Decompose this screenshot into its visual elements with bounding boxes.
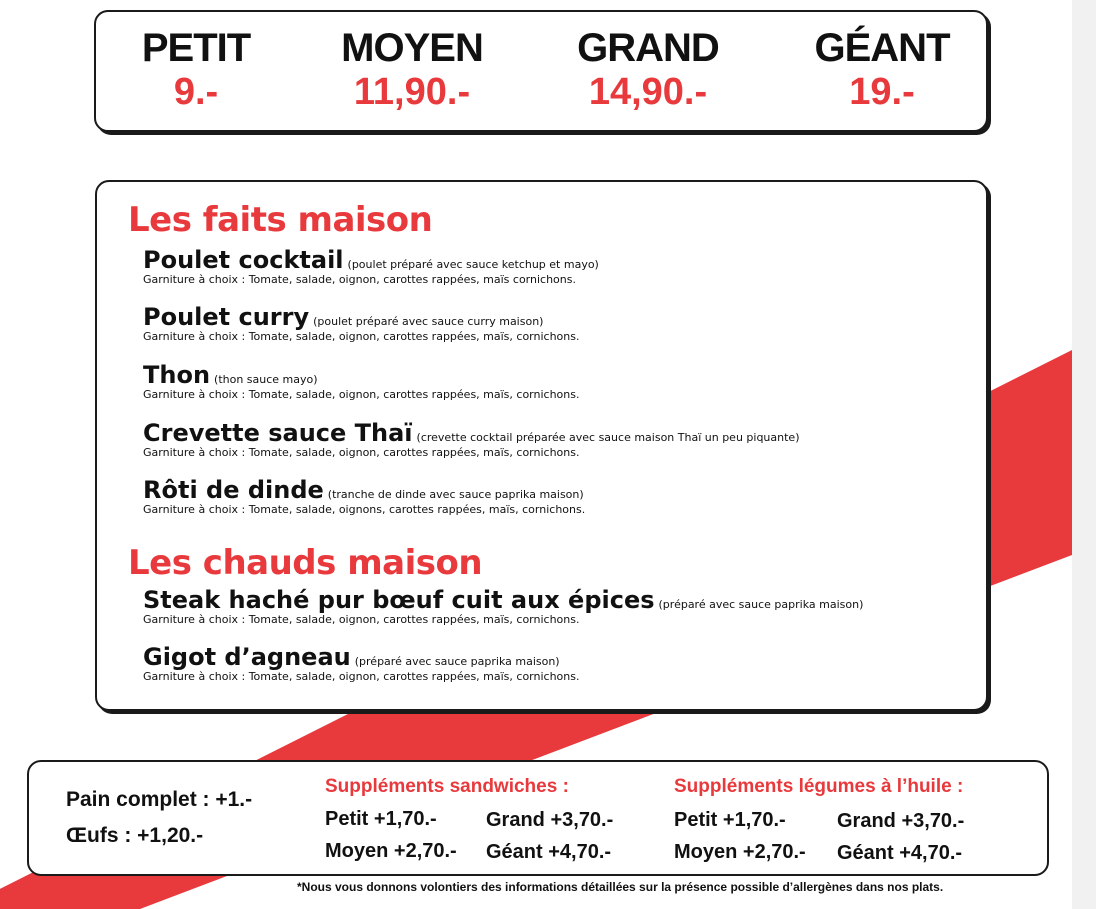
oeufs-price: Œufs : +1,20.- (66, 824, 204, 847)
vegetable-supplements-title: Suppléments légumes à l’huile : (674, 776, 964, 797)
menu-item (143, 246, 599, 286)
vegetable-supp-moyen: Moyen +2,70.- (674, 841, 806, 863)
menu-item (143, 419, 800, 459)
pain-complet-price: Pain complet : +1.- (66, 788, 253, 811)
size-grand (548, 26, 748, 114)
size-name: GRAND (577, 26, 719, 70)
menu-item (143, 361, 580, 401)
item-description: (tranche de dinde avec sauce paprika maison) (327, 488, 584, 501)
size-geant (782, 26, 982, 114)
item-garnish: Garniture à choix : Tomate, salade, oignons, carottes rappées, maïs, cornichons. (143, 503, 586, 516)
vegetable-supp-geant: Géant +4,70.- (837, 842, 963, 864)
item-description: (thon sauce mayo) (214, 373, 318, 386)
size-moyen (312, 26, 512, 114)
menu-item (143, 303, 580, 343)
vegetable-supp-petit: Petit +1,70.- (674, 809, 786, 831)
size-price: 9.- (173, 71, 219, 113)
sandwich-supplements-title: Suppléments sandwiches : (325, 776, 569, 797)
item-description: (poulet préparé avec sauce curry maison) (313, 315, 544, 328)
item-name: Crevette sauce Thaï (143, 419, 413, 447)
size-price: 11,90.- (353, 71, 471, 113)
size-petit (96, 26, 296, 114)
section-title-chauds-maison: Les chauds maison (128, 543, 483, 583)
item-name: Gigot d’agneau (143, 643, 351, 671)
item-garnish: Garniture à choix : Tomate, salade, oignon, carottes rappées, maïs, cornichons. (143, 446, 580, 459)
item-description: (crevette cocktail préparée avec sauce maison Thaï un peu piquante) (416, 431, 800, 444)
item-garnish: Garniture à choix : Tomate, salade, oignon, carottes rappées, maïs, cornichons. (143, 670, 580, 683)
sandwich-supp-petit: Petit +1,70.- (325, 808, 437, 830)
allergen-footnote: *Nous vous donnons volontiers des informations détaillées sur la présence possible d’allergènes dans nos plats. (297, 880, 944, 894)
size-price: 14,90.- (588, 71, 708, 113)
item-garnish: Garniture à choix : Tomate, salade, oignon, carottes rappées, maïs, cornichons. (143, 613, 580, 626)
size-price: 19.- (849, 71, 915, 113)
menu-box (95, 180, 988, 711)
menu-item (143, 476, 585, 516)
size-name: GÉANT (814, 26, 950, 70)
size-name: MOYEN (341, 26, 483, 70)
item-description: (poulet préparé avec sauce ketchup et mayo) (347, 258, 599, 271)
price-box (94, 10, 988, 132)
item-description: (préparé avec sauce paprika maison) (354, 655, 560, 668)
item-garnish: Garniture à choix : Tomate, salade, oignon, carottes rappées, maïs cornichons. (143, 273, 576, 286)
item-garnish: Garniture à choix : Tomate, salade, oignon, carottes rappées, maïs, cornichons. (143, 330, 580, 343)
vegetable-supp-grand: Grand +3,70.- (837, 810, 965, 832)
item-name: Thon (143, 361, 211, 389)
section-title-faits-maison: Les faits maison (128, 200, 433, 240)
item-name: Poulet curry (143, 303, 310, 331)
size-name: PETIT (141, 26, 251, 70)
item-garnish: Garniture à choix : Tomate, salade, oignon, carottes rappées, maïs, cornichons. (143, 388, 580, 401)
item-description: (préparé avec sauce paprika maison) (658, 598, 864, 611)
menu-item (143, 643, 580, 683)
sandwich-supp-grand: Grand +3,70.- (486, 809, 614, 831)
item-name: Steak haché pur bœuf cuit aux épices (143, 586, 655, 614)
item-name: Poulet cocktail (143, 246, 344, 274)
supplements-box (27, 760, 1049, 876)
sandwich-supp-geant: Géant +4,70.- (486, 841, 612, 863)
item-name: Rôti de dinde (143, 476, 324, 504)
sandwich-supp-moyen: Moyen +2,70.- (325, 840, 457, 862)
page-edge (1072, 0, 1096, 909)
menu-item (143, 586, 863, 626)
